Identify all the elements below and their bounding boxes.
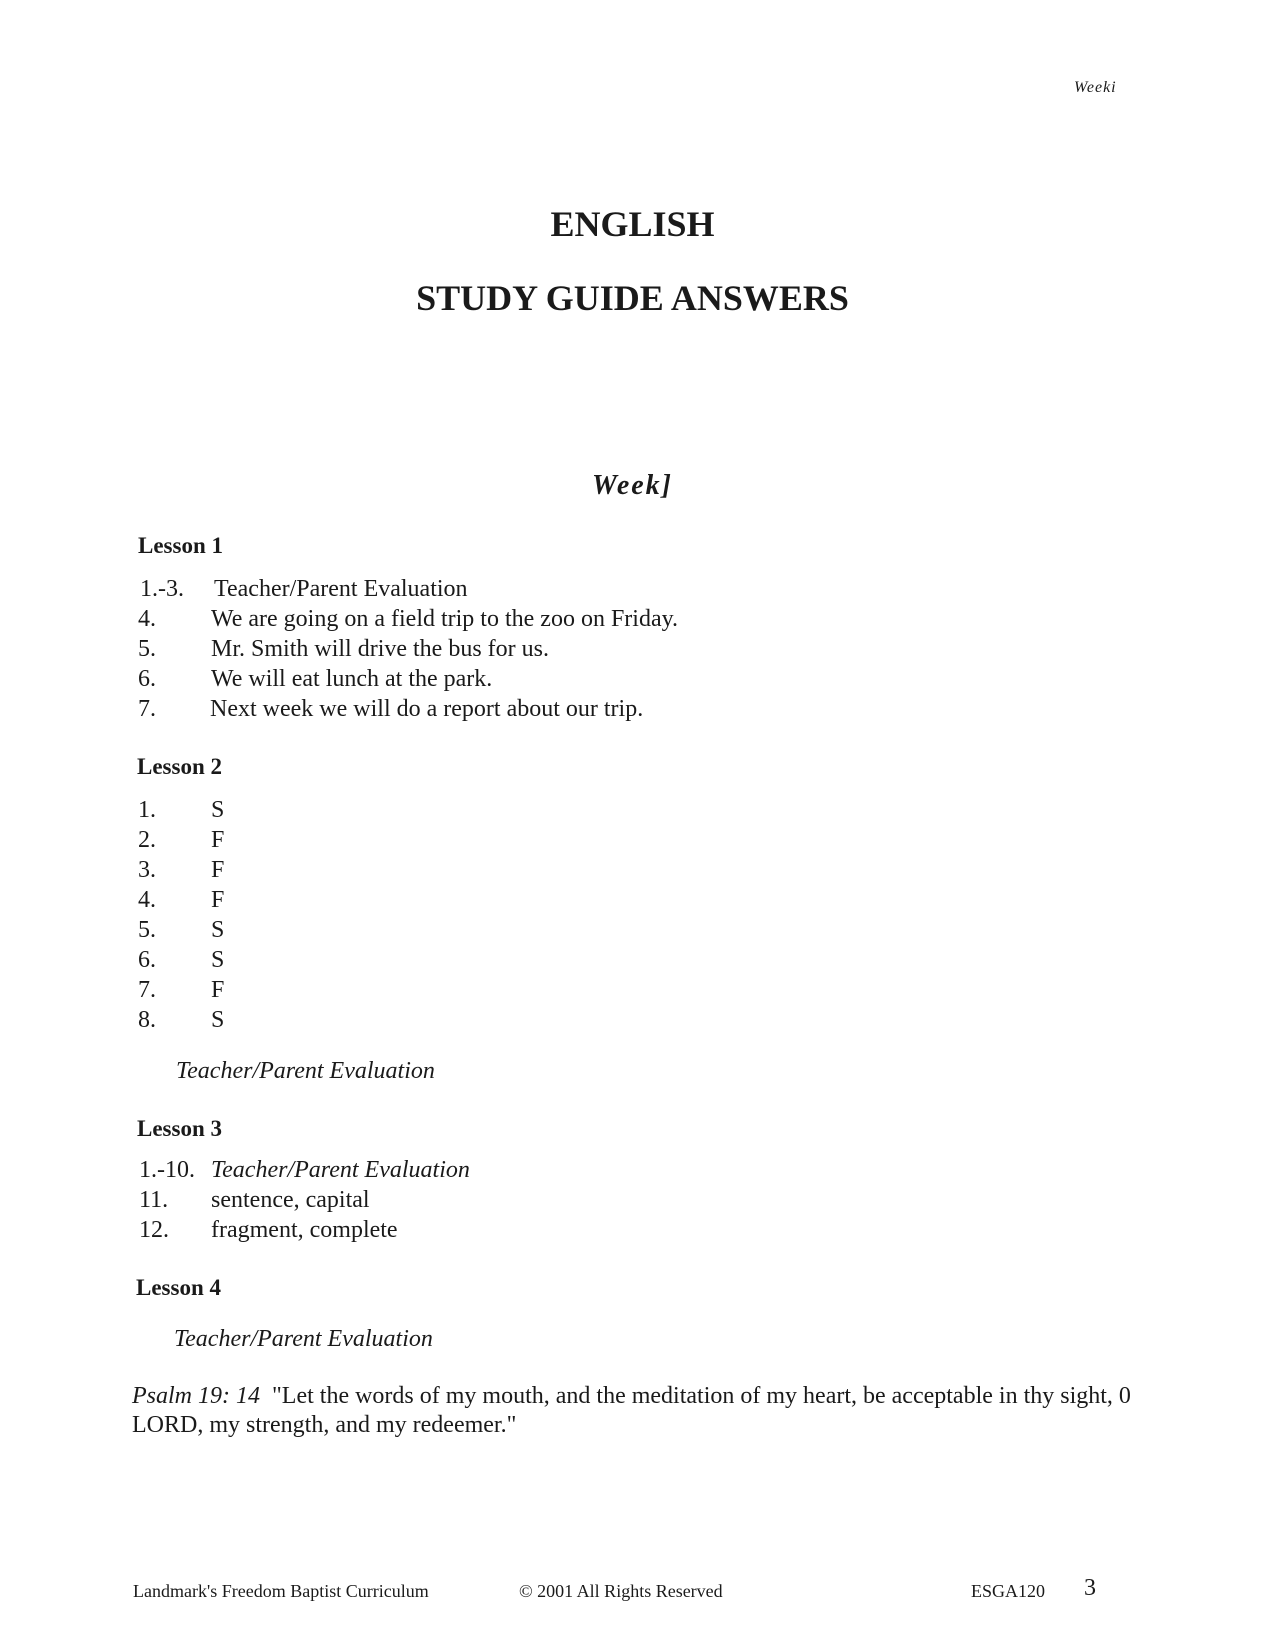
scripture-quote <box>132 1382 1132 1440</box>
lesson-2-heading: Lesson 2 <box>137 754 222 779</box>
lesson-3-heading: Lesson 3 <box>137 1116 222 1141</box>
lesson-2-note: Teacher/Parent Evaluation <box>176 1058 435 1084</box>
item-answer: S <box>211 947 225 973</box>
item-answer: S <box>211 917 225 943</box>
item-answer: F <box>211 887 225 913</box>
item-number: 1.-3. <box>140 576 184 602</box>
item-answer: S <box>211 1007 225 1033</box>
item-answer: F <box>211 857 225 883</box>
item-answer: Next week we will do a report about our trip. <box>210 696 644 722</box>
item-number: 12. <box>139 1217 169 1243</box>
item-number: 2. <box>138 827 156 853</box>
footer-publisher: Landmark's Freedom Baptist Curriculum <box>133 1581 429 1601</box>
item-answer: F <box>211 827 225 853</box>
lesson-1-heading: Lesson 1 <box>138 533 223 558</box>
lesson-4-note: Teacher/Parent Evaluation <box>174 1326 433 1352</box>
week-heading: Week] <box>592 470 673 501</box>
item-number: 1.-10. <box>139 1157 195 1183</box>
item-number: 7. <box>138 977 156 1003</box>
item-number: 6. <box>138 947 156 973</box>
item-number: 7. <box>138 696 156 722</box>
footer-code: ESGA120 <box>971 1581 1046 1601</box>
lesson-4-heading: Lesson 4 <box>136 1275 221 1300</box>
scripture-reference: Psalm 19: 14 <box>132 1383 260 1409</box>
item-number: 3. <box>138 857 156 883</box>
item-answer: F <box>211 977 225 1003</box>
item-answer: We are going on a field trip to the zoo on Friday. <box>211 606 679 632</box>
item-answer: We will eat lunch at the park. <box>211 666 493 692</box>
item-number: 1. <box>138 797 156 823</box>
footer-copyright: © 2001 All Rights Reserved <box>519 1581 723 1601</box>
item-answer: Mr. Smith will drive the bus for us. <box>211 636 549 662</box>
item-answer: Teacher/Parent Evaluation <box>214 576 468 602</box>
item-number: 11. <box>139 1187 169 1213</box>
scripture-text: "Let the words of my mouth, and the meditation of my heart, be acceptable in thy sight, 0 LORD, my strength, and my redeemer." <box>132 1383 1131 1438</box>
page-number: 3 <box>1084 1575 1096 1601</box>
item-answer: Teacher/Parent Evaluation <box>211 1157 470 1183</box>
item-number: 4. <box>138 606 156 632</box>
item-number: 5. <box>138 636 156 662</box>
item-number: 6. <box>138 666 156 692</box>
document-title: ENGLISH <box>550 204 715 244</box>
item-answer: fragment, complete <box>211 1217 398 1243</box>
item-answer: sentence, capital <box>211 1187 370 1213</box>
item-number: 4. <box>138 887 156 913</box>
item-answer: S <box>211 797 225 823</box>
running-head: Weeki <box>1074 79 1117 96</box>
item-number: 5. <box>138 917 156 943</box>
document-subtitle: STUDY GUIDE ANSWERS <box>416 278 849 318</box>
item-number: 8. <box>138 1007 156 1033</box>
